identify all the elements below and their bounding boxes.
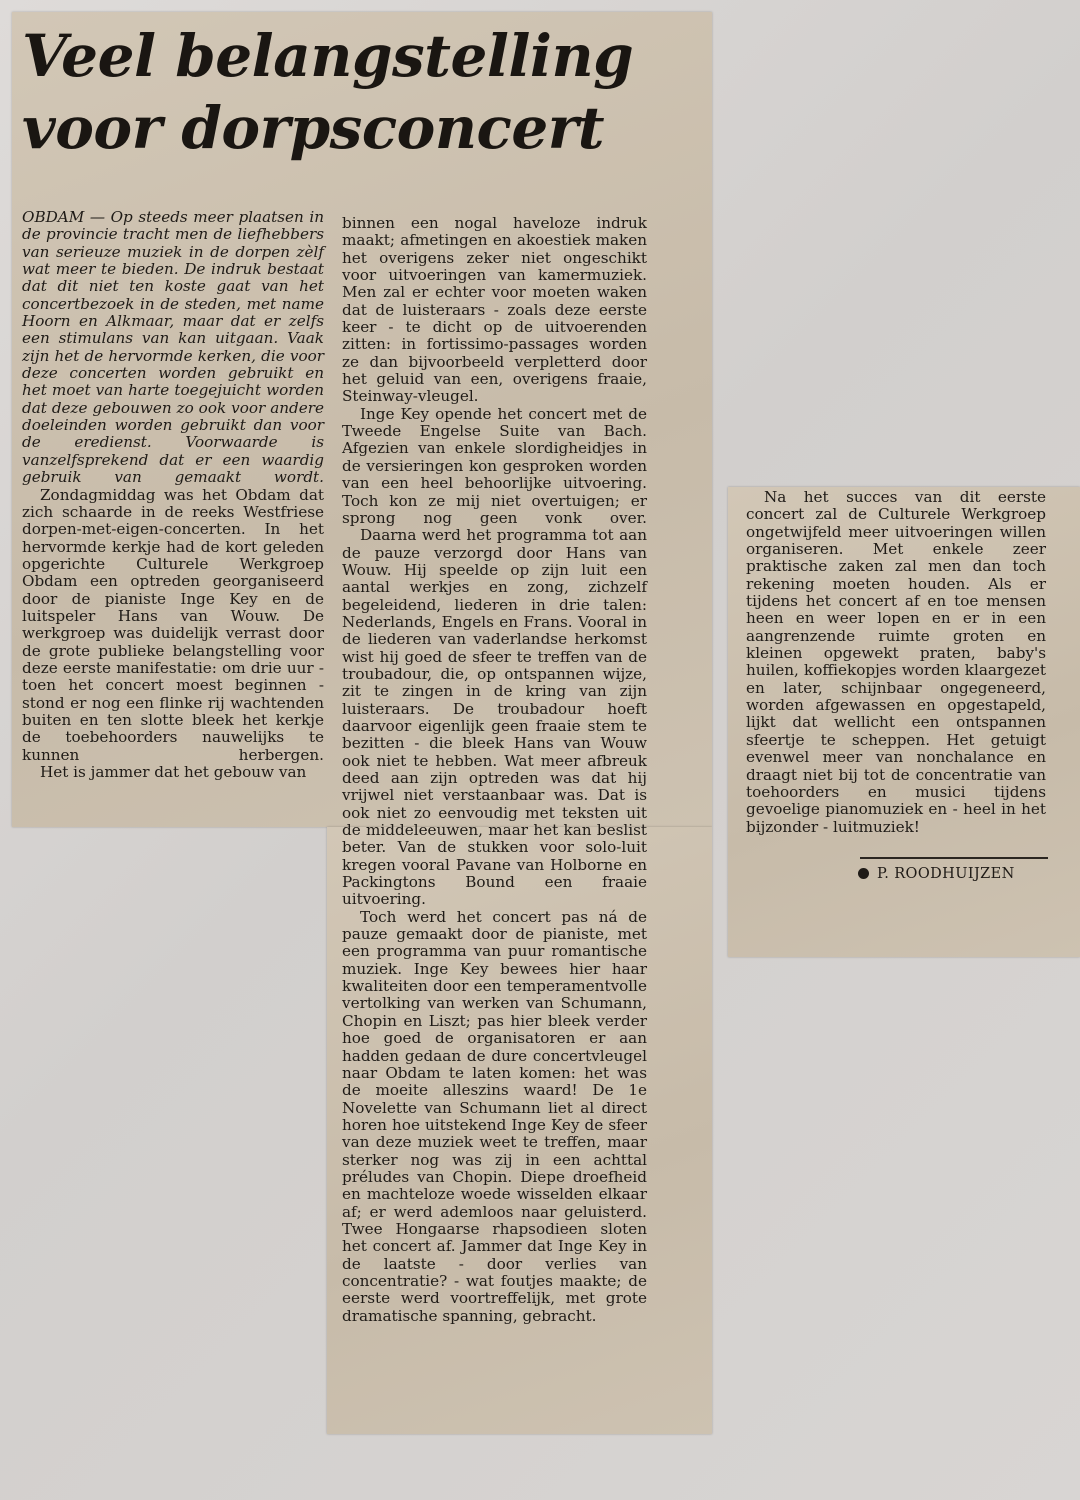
- byline-name: P. ROODHUIJZEN: [877, 866, 1015, 882]
- headline-line-2: voor dorpsconcert: [22, 94, 605, 162]
- article-column-3: [746, 489, 1046, 836]
- body-paragraph: Toch werd het concert pas ná de pauze gemaakt door de pianiste, met een programma van puur romantische muziek. Inge Key bewees hier haar kwaliteiten door een temperamentvolle vertolking van werken van Schumann, Chopin en Liszt; pas hier bleek verder hoe goed de organisatoren er aan hadden gedaan de dure concertvleugel naar Obdam te laten komen: het was de moeite alleszins waard! De 1e Novelette van Schumann liet al direct horen hoe uitstekend Inge Key de sfeer van deze muziek weet te treffen, maar sterker nog was zij in een achttal préludes van Chopin. Diepe droefheid en machteloze woede wisselden elkaar af; er werd ademloos naar geluisterd. Twee Hongaarse rhapsodieen sloten het concert af. Jammer dat Inge Key in de laatste - door verlies van concentratie? - wat foutjes maakte; de eerste werd voortreffelijk, met grote dramatische spanning, gebracht.: [342, 907, 647, 1325]
- article-column-1: [22, 209, 324, 781]
- bullet-icon: [858, 868, 869, 879]
- body-paragraph: Inge Key opende het concert met de Tweede Engelse Suite van Bach. Afgezien van enkele slordigheidjes in de versieringen kon gesproken worden van een heel behoorlijke uitvoering. Toch kon ze mij niet overtuigen; er sprong nog geen vonk over.: [342, 404, 647, 527]
- headline-line-1: Veel belangstelling: [22, 22, 634, 90]
- body-paragraph-continued: binnen een nogal haveloze indruk maakt; afmetingen en akoestiek maken het overigens zeker niet ongeschikt voor uitvoeringen van kamermuziek. Men zal er echter voor moeten waken dat de luisteraars - zoals deze eerste keer - te dicht op de uitvoerenden zitten: in fortissimo-passages worden ze dan bijvoorbeeld verpletterd door het geluid van een, overigens fraaie, Steinway-vleugel.: [342, 214, 647, 406]
- body-paragraph: Zondagmiddag was het Obdam dat zich schaarde in de reeks Westfriese dorpen-met-eigen-concerten. In het hervormde kerkje had de kort geleden opgerichte Culturele Werkgroep Obdam een optreden georganiseerd door de pianiste Inge Key en de luitspeler Hans van Wouw. De werkgroep was duidelijk verrast door de grote publieke belangstelling voor deze eerste manifestatie: om drie uur - toen het concert moest beginnen - stond er nog een flinke rij wachtenden buiten en ten slotte bleek het kerkje de toebehoorders nauwelijks te kunnen herbergen.: [22, 485, 324, 764]
- article-column-2: [342, 215, 647, 1325]
- body-paragraph: Na het succes van dit eerste concert zal de Culturele Werkgroep ongetwijfeld meer uitvoeringen willen organiseren. Met enkele zeer praktische zaken zal men dan toch rekening moeten houden. Als er tijdens het concert af en toe mensen heen en weer lopen en er in een aangrenzende ruimte groten en kleinen opgewekt praten, baby's huilen, koffiekopjes worden klaargezet en later, schijnbaar ongegeneerd, worden afgewassen en opgestapeld, lijkt dat wellicht een ontspannen sfeertje te scheppen. Het getuigt evenwel meer van nonchalance en draagt niet bij tot de concentratie van toehoorders en musici tijdens gevoelige pianomuziek en - heel in het bijzonder - luitmuziek!: [746, 488, 1046, 836]
- byline: [858, 865, 1053, 883]
- byline-rule: [860, 857, 1048, 859]
- body-paragraph: Daarna werd het programma tot aan de pauze verzorgd door Hans van Wouw. Hij speelde op zijn luit een aantal werkjes en zong, zichzelf begeleidend, liederen in drie talen: Nederlands, Engels en Frans. Vooral in de liederen van vaderlandse herkomst wist hij goed de sfeer te treffen van de troubadour, die, op ontspannen wijze, zit te zingen in de kring van zijn luisteraars. De troubadour hoeft daarvoor eigenlijk geen fraaie stem te bezitten - die bleek Hans van Wouw ook niet te hebben. Wat meer afbreuk deed aan zijn optreden was dat hij vrijwel niet verstaanbaar was. Dat is ook niet zo eenvoudig met teksten uit de middeleeuwen, maar het kan beslist beter. Van de stukken voor solo-luit kregen vooral Pavane van Holborne en Packingtons Bound een fraaie uitvoering.: [342, 526, 647, 909]
- article-headline: [22, 20, 682, 164]
- body-paragraph: Het is jammer dat het gebouw van: [40, 763, 307, 781]
- lead-paragraph: OBDAM — Op steeds meer plaatsen in de provincie tracht men de liefhebbers van serieuze muziek in de dorpen zèlf wat meer te bieden. De indruk bestaat dat dit niet ten koste gaat van het concertbezoek in de steden, met name Hoorn en Alkmaar, maar dat er zelfs een stimulans van kan uitgaan. Vaak zijn het de hervormde kerken, die voor deze concerten worden gebruikt en het moet van harte toegejuicht worden dat deze gebouwen zo ook voor andere doeleinden worden gebruikt dan voor de eredienst. Voorwaarde is vanzelfsprekend dat er een waardig gebruik van gemaakt wordt.: [22, 208, 324, 487]
